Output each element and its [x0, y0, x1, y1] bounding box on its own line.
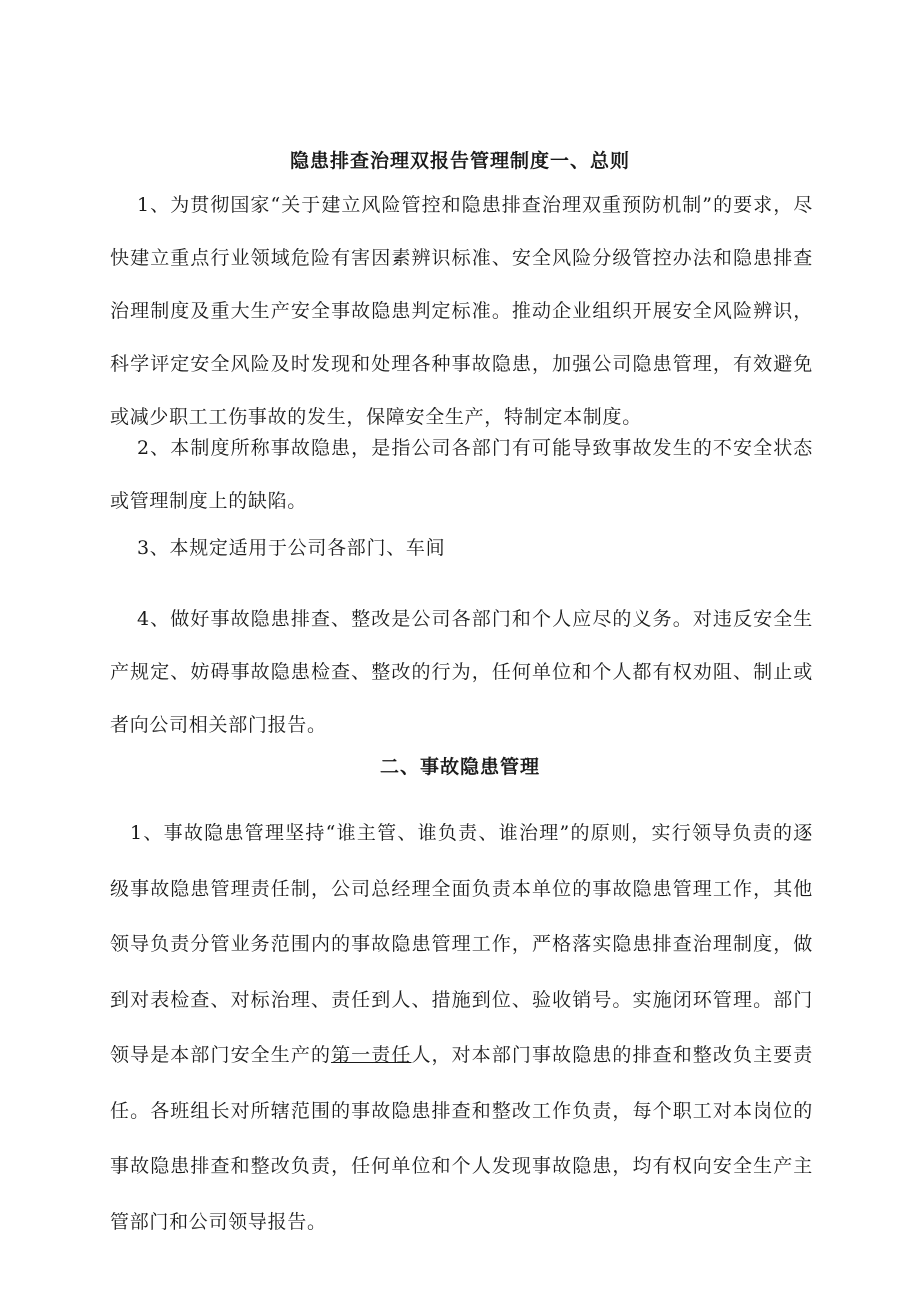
- section2-paragraph-1: [110, 806, 813, 1250]
- document-title: 隐患排查治理双报告管理制度一、总则: [289, 150, 630, 172]
- section2-paragraph-1-underlined-text: 第一责任: [331, 1044, 412, 1066]
- section1-paragraph-4: 4、做好事故隐患排查、整改是公司各部门和个人应尽的义务。对违反安全生产规定、妨碍事故隐患检查、整改的行为，任何单位和个人都有权劝阻、制止或者向公司相关部门报告。: [110, 608, 813, 736]
- section1-paragraph-2: 2、本制度所称事故隐患，是指公司各部门有可能导致事故发生的不安全状态或管理制度上的缺陷。: [110, 437, 813, 512]
- section1-paragraph-1: 1、为贯彻国家“关于建立风险管控和隐患排查治理双重预防机制”的要求，尽快建立重点行业领域危险有害因素辨识标准、安全风险分级管控办法和隐患排查治理制度及重大生产安全事故隐患判定标准。推动企业组织开展安全风险辨识，科学评定安全风险及时发现和处理各种事故隐患，加强公司隐患管理，有效避免或减少职工工伤事故的发生，保障安全生产，特制定本制度。: [110, 194, 813, 428]
- section2-heading: 二、事故隐患管理: [379, 756, 540, 778]
- section1-paragraph-3: 3、本规定适用于公司各部门、车间: [137, 537, 446, 559]
- section2-paragraph-1-text-b: 人，对本部门事故隐患的排查和整改负主要责任。各班组长对所辖范围的事故隐患排查和整改工作负责，每个职工对本岗位的事故隐患排查和整改负责，任何单位和个人发现事故隐患，均有权向安全生产主管部门和公司领导报告。: [110, 1044, 813, 1233]
- section2-paragraph-1-text-a: 1、事故隐患管理坚持“谁主管、谁负责、谁治理”的原则，实行领导负责的逐级事故隐患管理责任制，公司总经理全面负责本单位的事故隐患管理工作，其他领导负责分管业务范围内的事故隐患管理工作，严格落实隐患排查治理制度，做到对表检查、对标治理、责任到人、措施到位、验收销号。实施闭环管理。部门领导是本部门安全生产的: [110, 822, 813, 1066]
